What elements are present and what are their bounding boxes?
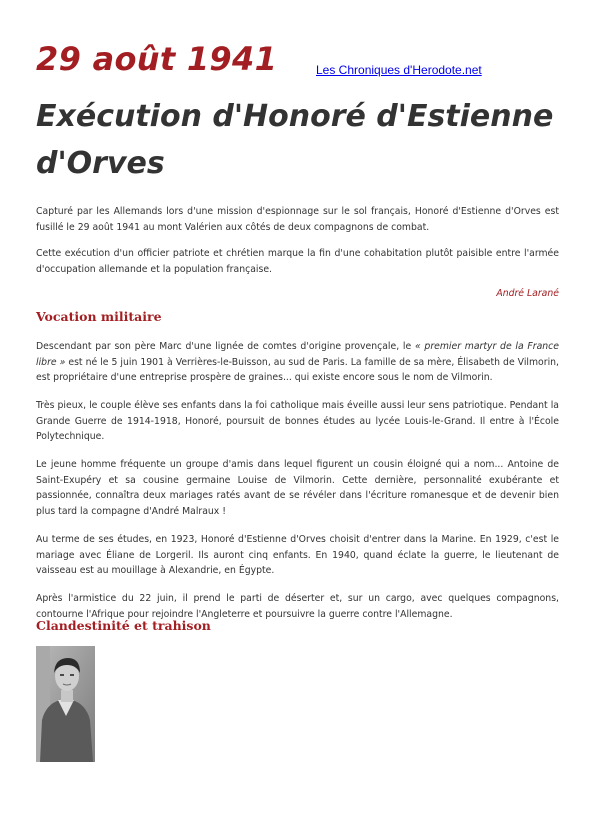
date-row xyxy=(36,40,559,84)
portrait-image xyxy=(36,646,95,762)
paragraph-1 xyxy=(36,339,559,386)
paragraph-1-start: Descendant par son père Marc d'une lignée de comtes d'origine provençale, le xyxy=(36,341,415,352)
paragraph-4: Au terme de ses études, en 1923, Honoré d'Estienne d'Orves choisit d'entrer dans la Marine. En 1929, c'est le mariage avec Éliane de Lorgeril. Ils auront cinq enfants. En 1940, quand éclate la guerre, le lieutenant de vaisseau est au mouillage à Alexandrie, en Égypte. xyxy=(36,534,559,576)
article-title: Exécution d'Honoré d'Estienne d'Orves xyxy=(36,99,554,181)
paragraph-2: Très pieux, le couple élève ses enfants dans la foi catholique mais éveille aussi leur sens patriotique. Pendant la Grande Guerre de 1914-1918, Honoré, poursuit de bonnes études au lycée Louis-le-Grand. Il entre à l'École Polytechnique. xyxy=(36,400,559,442)
site-link[interactable]: Les Chroniques d'Herodote.net xyxy=(316,63,482,77)
section-heading-vocation: Vocation militaire xyxy=(36,309,162,324)
paragraph-1-end: est né le 5 juin 1901 à Verrières-le-Buisson, au sud de Paris. La famille de sa mère, Élisabeth de Vilmorin, est propriétaire d'une entreprise prospère de graines... qui existe encore sous le nom de Vilmorin. xyxy=(36,356,560,383)
paragraph-1-quote: « premier martyr de la France libre » xyxy=(36,341,559,368)
intro-paragraph-2: Cette exécution d'un officier patriote et chrétien marque la fin d'une cohabitation plutôt paisible entre l'armée d'occupation allemande et la population française. xyxy=(36,248,559,275)
paragraph-5: Après l'armistice du 22 juin, il prend le parti de déserter et, sur un cargo, avec quelques compagnons, contourne l'Afrique pour rejoindre l'Angleterre et poursuivre la guerre contre l'Allemagne. xyxy=(36,593,559,620)
section-heading-clandestinite: Clandestinité et trahison xyxy=(36,618,211,633)
intro-paragraph-1: Capturé par les Allemands lors d'une mission d'espionnage sur le sol français, Honoré d'Estienne d'Orves est fusillé le 29 août 1941 au mont Valérien aux côtés de deux compagnons de combat. xyxy=(36,206,559,233)
author-name: André Larané xyxy=(496,288,559,299)
portrait-photo xyxy=(36,646,95,762)
paragraph-3: Le jeune homme fréquente un groupe d'amis dans lequel figurent un cousin éloigné qui a nom... Antoine de Saint-Exupéry et sa cousine germaine Louise de Vilmorin. Cette dernière, personnalité exubérante et passionnée, connaîtra deux mariages ratés avant de se révéler dans l'écriture romanesque et de devenir bien plus tard la compagne d'André Malraux ! xyxy=(36,459,559,517)
article-date: 29 août 1941 xyxy=(36,40,278,78)
